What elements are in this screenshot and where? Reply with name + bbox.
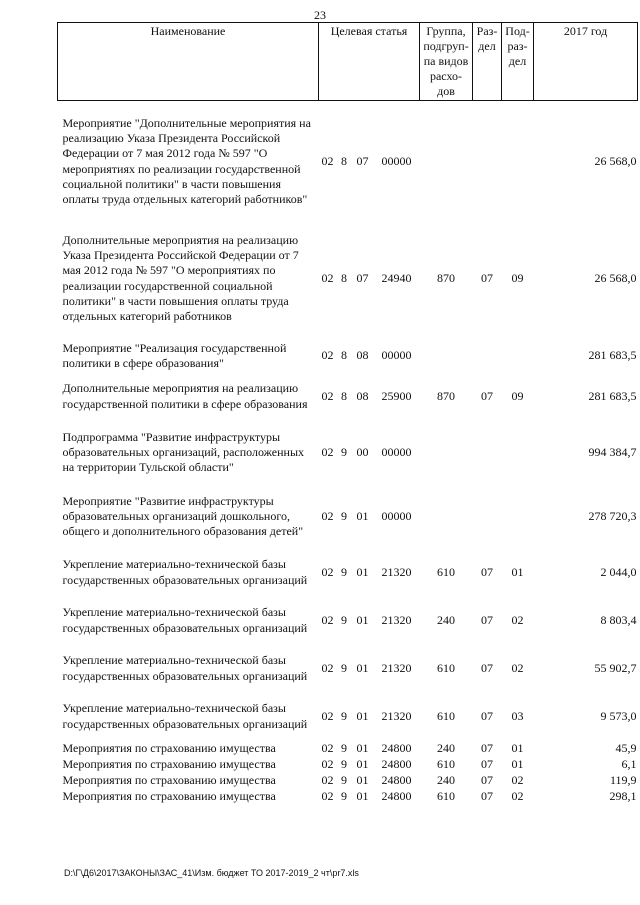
cell-podr: 01 bbox=[511, 756, 524, 771]
table-row bbox=[58, 741, 638, 757]
cell-amount: 6,1 bbox=[621, 756, 637, 771]
cell-c3: 01 bbox=[356, 660, 369, 675]
cell-c2: 8 bbox=[341, 348, 347, 363]
file-path-footer: D:\Г\Д6\2017\ЗАКОНЫ\ЗАС_41\Изм. бюджет ТО 2017-2019_2 чт\pr7.xls bbox=[64, 868, 359, 878]
cell-razd: 07 bbox=[481, 388, 494, 403]
cell-podr: 02 bbox=[511, 612, 524, 627]
table-row bbox=[58, 645, 638, 693]
cell-razd: 07 bbox=[481, 708, 494, 723]
cell-c3: 07 bbox=[356, 154, 369, 169]
cell-c3: 08 bbox=[356, 348, 369, 363]
cell-c4: 25900 bbox=[381, 388, 412, 403]
cell-razd bbox=[473, 421, 502, 485]
cell-c2: 9 bbox=[341, 708, 347, 723]
cell-name: Укрепление материально-технической базы государственных образовательных организаций bbox=[62, 653, 308, 683]
cell-c2: 9 bbox=[341, 756, 347, 771]
cell-amount: 8 803,4 bbox=[600, 612, 637, 627]
cell-amount: 119,9 bbox=[609, 772, 637, 787]
table-row bbox=[58, 335, 638, 373]
cell-amount: 281 683,5 bbox=[588, 348, 637, 363]
page-number: 23 bbox=[314, 8, 326, 22]
cell-grp: 610 bbox=[437, 564, 456, 579]
cell-amount: 26 568,0 bbox=[594, 154, 637, 169]
cell-c1: 02 bbox=[321, 772, 334, 787]
table-row bbox=[58, 757, 638, 773]
cell-podr bbox=[502, 101, 534, 223]
cell-grp bbox=[420, 335, 473, 373]
cell-name: Укрепление материально-технической базы государственных образовательных организаций bbox=[62, 557, 308, 587]
cell-amount: 9 573,0 bbox=[600, 708, 637, 723]
cell-grp bbox=[420, 485, 473, 549]
cell-grp: 870 bbox=[437, 388, 456, 403]
cell-c1: 02 bbox=[321, 564, 334, 579]
cell-grp: 610 bbox=[437, 756, 456, 771]
cell-c3: 01 bbox=[356, 564, 369, 579]
cell-c1: 02 bbox=[321, 756, 334, 771]
cell-razd bbox=[473, 335, 502, 373]
cell-grp: 610 bbox=[437, 788, 456, 803]
cell-c3: 08 bbox=[356, 388, 369, 403]
cell-podr: 03 bbox=[511, 708, 524, 723]
cell-name: Мероприятие "Реализация государственной политики в сфере образования" bbox=[62, 340, 287, 370]
cell-amount: 298,1 bbox=[609, 788, 637, 803]
cell-c2: 9 bbox=[341, 564, 347, 579]
cell-razd: 07 bbox=[481, 270, 494, 285]
cell-c2: 8 bbox=[341, 388, 347, 403]
cell-c3: 01 bbox=[356, 788, 369, 803]
cell-c3: 01 bbox=[356, 508, 369, 523]
cell-c4: 00000 bbox=[381, 154, 412, 169]
table-row bbox=[58, 373, 638, 421]
cell-c1: 02 bbox=[321, 708, 334, 723]
cell-c3: 00 bbox=[356, 444, 369, 459]
cell-c1: 02 bbox=[321, 388, 334, 403]
cell-c3: 01 bbox=[356, 772, 369, 787]
header-section: Раз- дел bbox=[473, 23, 502, 101]
cell-razd: 07 bbox=[481, 772, 494, 787]
cell-c3: 01 bbox=[356, 756, 369, 771]
header-name: Наименование bbox=[58, 23, 319, 101]
cell-name: Укрепление материально-технической базы государственных образовательных организаций bbox=[62, 605, 308, 635]
cell-c4: 21320 bbox=[381, 708, 412, 723]
cell-c1: 02 bbox=[321, 740, 334, 755]
cell-podr: 02 bbox=[511, 772, 524, 787]
cell-razd: 07 bbox=[481, 756, 494, 771]
cell-c4: 21320 bbox=[381, 564, 412, 579]
cell-podr: 02 bbox=[511, 660, 524, 675]
table-row bbox=[58, 693, 638, 741]
cell-c2: 9 bbox=[341, 788, 347, 803]
cell-amount: 45,9 bbox=[615, 740, 637, 755]
cell-c4: 00000 bbox=[381, 508, 412, 523]
cell-c4: 24800 bbox=[381, 756, 412, 771]
cell-podr: 01 bbox=[511, 564, 524, 579]
cell-c1: 02 bbox=[321, 508, 334, 523]
cell-name: Укрепление материально-технической базы государственных образовательных организаций bbox=[62, 701, 308, 731]
cell-razd: 07 bbox=[481, 612, 494, 627]
cell-c4: 21320 bbox=[381, 660, 412, 675]
header-subsection: Под- раз- дел bbox=[502, 23, 534, 101]
cell-razd: 07 bbox=[481, 660, 494, 675]
cell-podr: 09 bbox=[511, 388, 524, 403]
cell-c4: 24800 bbox=[381, 740, 412, 755]
cell-amount: 278 720,3 bbox=[588, 508, 637, 523]
cell-c4: 24940 bbox=[381, 270, 412, 285]
cell-c2: 9 bbox=[341, 612, 347, 627]
cell-grp bbox=[420, 421, 473, 485]
cell-grp: 610 bbox=[437, 660, 456, 675]
cell-c3: 01 bbox=[356, 740, 369, 755]
header-group: Группа, подгруп- па видов расхо- дов bbox=[420, 23, 473, 101]
cell-c4: 24800 bbox=[381, 788, 412, 803]
cell-amount: 2 044,0 bbox=[600, 564, 637, 579]
cell-razd bbox=[473, 101, 502, 223]
cell-podr bbox=[502, 485, 534, 549]
table-row bbox=[58, 421, 638, 485]
cell-grp: 240 bbox=[437, 772, 456, 787]
cell-name: Мероприятия по страхованию имущества bbox=[62, 756, 276, 771]
cell-name: Дополнительные мероприятия на реализацию государственной политики в сфере образования bbox=[62, 381, 308, 411]
cell-name: Мероприятия по страхованию имущества bbox=[62, 788, 276, 803]
cell-podr: 02 bbox=[511, 788, 524, 803]
cell-razd: 07 bbox=[481, 564, 494, 579]
cell-amount: 26 568,0 bbox=[594, 270, 637, 285]
cell-podr: 01 bbox=[511, 740, 524, 755]
cell-c3: 01 bbox=[356, 708, 369, 723]
cell-amount: 994 384,7 bbox=[588, 444, 637, 459]
cell-name: Мероприятия по страхованию имущества bbox=[62, 772, 276, 787]
cell-c2: 8 bbox=[341, 270, 347, 285]
cell-grp: 870 bbox=[437, 270, 456, 285]
table-row bbox=[58, 597, 638, 645]
cell-amount: 281 683,5 bbox=[588, 388, 637, 403]
cell-c2: 9 bbox=[341, 508, 347, 523]
cell-podr: 09 bbox=[511, 270, 524, 285]
table-row bbox=[58, 223, 638, 335]
cell-grp: 240 bbox=[437, 612, 456, 627]
cell-razd: 07 bbox=[481, 740, 494, 755]
cell-c1: 02 bbox=[321, 444, 334, 459]
table-row bbox=[58, 789, 638, 805]
cell-razd bbox=[473, 485, 502, 549]
table-header-row bbox=[58, 23, 638, 101]
budget-table bbox=[57, 22, 638, 805]
table-row bbox=[58, 773, 638, 789]
cell-name: Мероприятия по страхованию имущества bbox=[62, 740, 276, 755]
cell-podr bbox=[502, 421, 534, 485]
cell-grp: 240 bbox=[437, 740, 456, 755]
cell-c1: 02 bbox=[321, 788, 334, 803]
cell-c2: 9 bbox=[341, 660, 347, 675]
cell-c4: 00000 bbox=[381, 348, 412, 363]
header-target-article: Целевая статья bbox=[319, 23, 420, 101]
cell-c1: 02 bbox=[321, 348, 334, 363]
cell-c2: 9 bbox=[341, 772, 347, 787]
cell-grp bbox=[420, 101, 473, 223]
cell-name: Мероприятие "Развитие инфраструктуры образовательных организаций дошкольного, общего и дополнительного образования детей" bbox=[62, 493, 304, 539]
cell-c1: 02 bbox=[321, 270, 334, 285]
cell-grp: 610 bbox=[437, 708, 456, 723]
cell-c2: 8 bbox=[341, 154, 347, 169]
cell-name: Дополнительные мероприятия на реализацию Указа Президента Российской Федерации от 7 мая 2012 года № 597 "О мероприятиях по реализации государственной социальной политики" в части повышения оплаты труда отдельных категорий работников bbox=[62, 232, 299, 324]
cell-razd: 07 bbox=[481, 788, 494, 803]
cell-name: Мероприятие "Дополнительные мероприятия на реализацию Указа Президента Российской Федерации от 7 мая 2012 года № 597 "О мероприятиях по реализации государственной социальной политики" в части повышения оплаты труда отдельных категорий работников" bbox=[62, 115, 311, 207]
header-year: 2017 год bbox=[534, 23, 638, 101]
cell-c1: 02 bbox=[321, 612, 334, 627]
cell-c2: 9 bbox=[341, 740, 347, 755]
table-row bbox=[58, 101, 638, 223]
cell-podr bbox=[502, 335, 534, 373]
cell-c2: 9 bbox=[341, 444, 347, 459]
cell-c1: 02 bbox=[321, 154, 334, 169]
cell-c1: 02 bbox=[321, 660, 334, 675]
cell-c4: 21320 bbox=[381, 612, 412, 627]
cell-name: Подпрограмма "Развитие инфраструктуры образовательных организаций, расположенных на территории Тульской области" bbox=[62, 429, 305, 475]
cell-c3: 07 bbox=[356, 270, 369, 285]
cell-c3: 01 bbox=[356, 612, 369, 627]
table-row bbox=[58, 549, 638, 597]
cell-amount: 55 902,7 bbox=[594, 660, 637, 675]
cell-c4: 24800 bbox=[381, 772, 412, 787]
table-row bbox=[58, 485, 638, 549]
cell-c4: 00000 bbox=[381, 444, 412, 459]
